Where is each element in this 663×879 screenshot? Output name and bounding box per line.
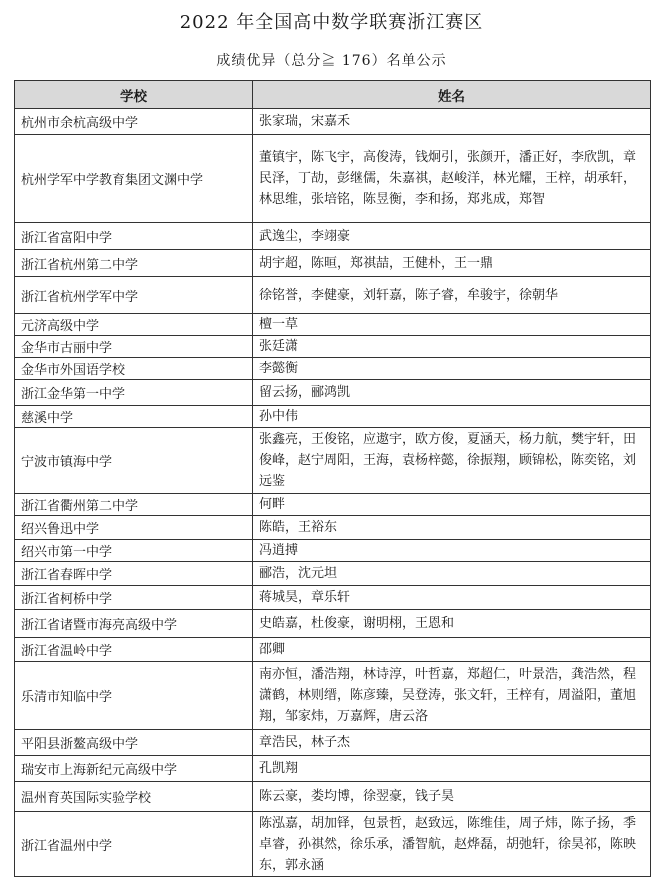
school-cell: 杭州学军中学教育集团文渊中学 xyxy=(15,135,253,223)
school-cell: 浙江金华第一中学 xyxy=(15,380,253,406)
school-cell: 绍兴市第一中学 xyxy=(15,540,253,562)
names-cell: 郦浩，沈元坦 xyxy=(253,562,651,586)
names-cell: 孙中伟 xyxy=(253,406,651,428)
names-cell: 邵卿 xyxy=(253,638,651,662)
column-header-school: 学校 xyxy=(15,81,253,109)
names-cell: 李懿衡 xyxy=(253,358,651,380)
table-row xyxy=(15,428,651,494)
names-cell: 胡宇超，陈晅，郑祺喆，王健朴，王一鼎 xyxy=(253,250,651,277)
names-cell: 徐铭誉，李健豪，刘轩嘉，陈子睿，牟骏宇，徐朝华 xyxy=(253,277,651,314)
school-cell: 浙江省杭州第二中学 xyxy=(15,250,253,277)
table-row xyxy=(15,135,651,223)
names-cell: 陈泓嘉，胡加铎，包景哲，赵致远，陈维佳，周子炜，陈子扬，季卓睿，孙祺然，徐乐承，潘智航，赵烨磊，胡弛轩，徐昊祁，陈映东，郭永涵 xyxy=(253,812,651,877)
school-cell: 宁波市镇海中学 xyxy=(15,428,253,494)
names-cell: 冯逍搏 xyxy=(253,540,651,562)
school-cell: 浙江省温州中学 xyxy=(15,812,253,877)
names-cell: 陈云豪，娄均博，徐翌豪，钱子昊 xyxy=(253,782,651,812)
school-cell: 元济高级中学 xyxy=(15,314,253,336)
names-cell: 张家瑞，宋嘉禾 xyxy=(253,109,651,135)
table-row xyxy=(15,277,651,314)
names-cell: 蒋城昊，章乐轩 xyxy=(253,586,651,610)
results-table xyxy=(14,80,651,877)
names-cell: 陈皓，王裕东 xyxy=(253,516,651,540)
school-cell: 浙江省春晖中学 xyxy=(15,562,253,586)
table-row xyxy=(15,494,651,516)
school-cell: 杭州市余杭高级中学 xyxy=(15,109,253,135)
names-cell: 张廷潇 xyxy=(253,336,651,358)
names-cell: 檀一草 xyxy=(253,314,651,336)
table-row xyxy=(15,516,651,540)
table-row xyxy=(15,610,651,638)
school-cell: 乐清市知临中学 xyxy=(15,662,253,730)
column-header-names: 姓名 xyxy=(253,81,651,109)
table-row xyxy=(15,782,651,812)
school-cell: 温州育英国际实验学校 xyxy=(15,782,253,812)
page-title: 2022 年全国高中数学联赛浙江赛区 xyxy=(179,12,484,33)
table-row xyxy=(15,586,651,610)
table-row xyxy=(15,314,651,336)
names-cell: 留云扬，郦鸿凯 xyxy=(253,380,651,406)
names-cell: 何畔 xyxy=(253,494,651,516)
school-cell: 平阳县浙鳌高级中学 xyxy=(15,730,253,756)
names-cell: 南亦恒，潘浩翔，林诗淳，叶哲嘉，郑超仁，叶景浩，龚浩然，程潇鹤，林则缙，陈彦臻，吴登涛，张文轩，王梓有，周溢阳，董旭翔，邹家炜，万嘉辉，唐云洛 xyxy=(253,662,651,730)
names-cell: 武逸尘，李翊豪 xyxy=(253,223,651,250)
names-cell: 董镇宇，陈飞宇，高俊涛，钱炯引，张颜开，潘正好，李欣凯，章民泽，丁劼，彭继儒，朱嘉祺，赵峻洋，林光耀，王梓，胡承轩，林思维，张培铭，陈昱衡，李和扬，郑兆成，郑智 xyxy=(253,135,651,223)
school-cell: 浙江省温岭中学 xyxy=(15,638,253,662)
names-cell: 孔凯翔 xyxy=(253,756,651,782)
school-cell: 慈溪中学 xyxy=(15,406,253,428)
school-cell: 浙江省杭州学军中学 xyxy=(15,277,253,314)
school-cell: 浙江省诸暨市海亮高级中学 xyxy=(15,610,253,638)
school-cell: 浙江省柯桥中学 xyxy=(15,586,253,610)
school-cell: 金华市古丽中学 xyxy=(15,336,253,358)
table-row xyxy=(15,812,651,877)
page-subtitle: 成绩优异（总分≧ 176）名单公示 xyxy=(216,53,447,69)
school-cell: 浙江省衢州第二中学 xyxy=(15,494,253,516)
table-row xyxy=(15,562,651,586)
table-row xyxy=(15,638,651,662)
table-row xyxy=(15,730,651,756)
names-cell: 史皓嘉，杜俊豪，谢明栩，王恩和 xyxy=(253,610,651,638)
table-header-row xyxy=(15,81,651,109)
school-cell: 浙江省富阳中学 xyxy=(15,223,253,250)
table-row xyxy=(15,336,651,358)
school-cell: 瑞安市上海新纪元高级中学 xyxy=(15,756,253,782)
table-row xyxy=(15,223,651,250)
names-cell: 章浩民，林子杰 xyxy=(253,730,651,756)
school-cell: 绍兴鲁迅中学 xyxy=(15,516,253,540)
table-row xyxy=(15,380,651,406)
table-row xyxy=(15,109,651,135)
table-row xyxy=(15,756,651,782)
table-row xyxy=(15,540,651,562)
table-row xyxy=(15,662,651,730)
table-row xyxy=(15,406,651,428)
school-cell: 金华市外国语学校 xyxy=(15,358,253,380)
names-cell: 张鑫亮，王俊铭，应遨宇，欧方俊，夏涵天，杨力航，樊宇轩，田俊峰，赵宁周阳，王海，袁杨梓懿，徐振翔，顾锦松，陈奕铭，刘远鉴 xyxy=(253,428,651,494)
table-row xyxy=(15,250,651,277)
table-row xyxy=(15,358,651,380)
